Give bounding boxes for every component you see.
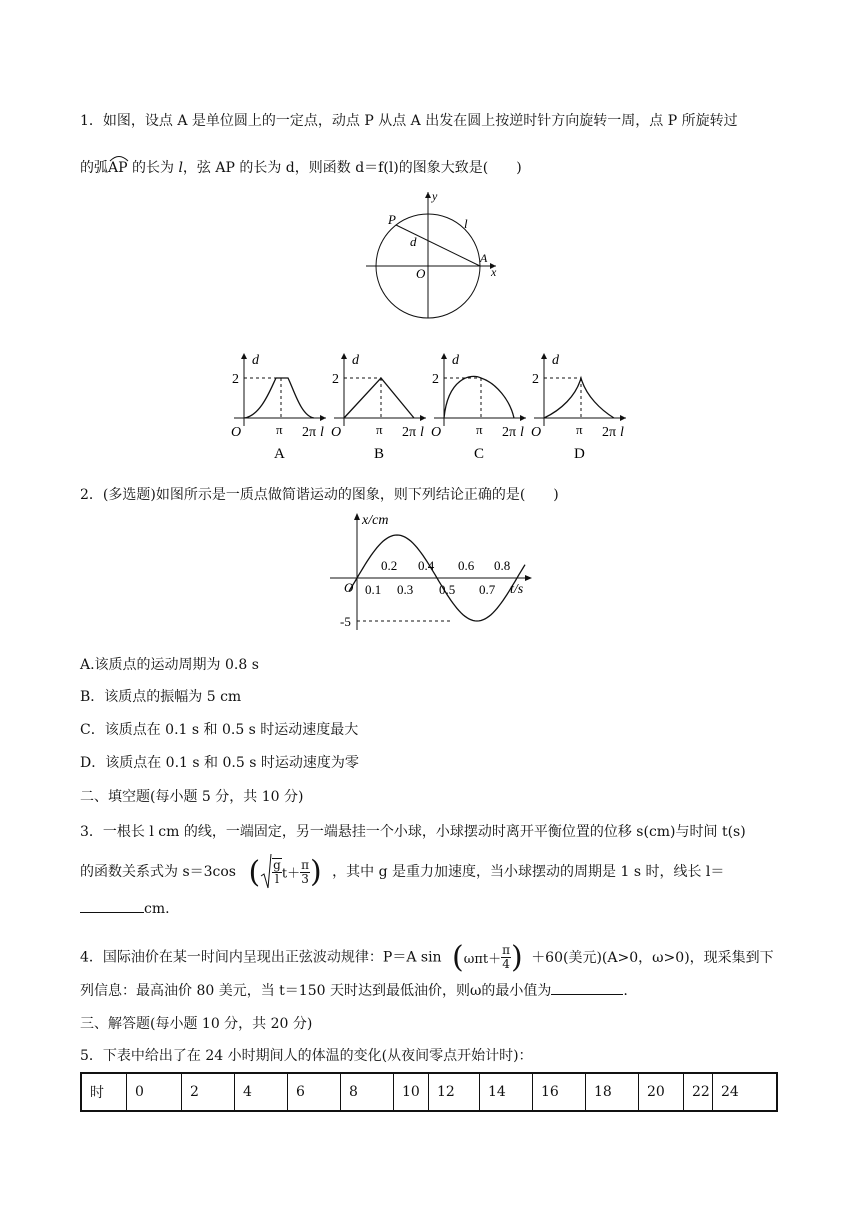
q4-line1-pre: 4．国际油价在某一时间内呈现出正弦波动规律：P＝A sin <box>80 949 442 966</box>
label-A: A <box>480 251 488 265</box>
table-cell: 8 <box>341 1073 394 1111</box>
q1-line1: 1．如图，设点 A 是单位圆上的一定点，动点 P 从点 A 出发在圆上按逆时针方向旋转一周，点 P 所旋转过 <box>80 113 738 129</box>
graph-x-arrow <box>320 415 326 421</box>
graph-label-pi: π <box>276 422 283 437</box>
q4-line2 <box>80 980 628 1000</box>
graph-label-l: l <box>420 425 424 440</box>
option-label: B <box>374 446 385 462</box>
frac-pi: π <box>301 857 309 872</box>
graph-label-2: 2 <box>432 372 439 387</box>
shm-ylabel: x/cm <box>362 513 389 528</box>
frac4-4: 4 <box>502 957 510 971</box>
frac-3: 3 <box>301 871 309 886</box>
q3-line2-pre: 的函数关系式为 s＝3cos <box>80 864 236 880</box>
q1-line2-post: ，弦 AP 的长为 d，则函数 d＝f(l)的图象大致是( ) <box>182 160 522 176</box>
q4-line2-end: . <box>623 983 628 999</box>
q1-line2-pre: 的弧 <box>80 160 108 176</box>
q4-omega: ωπt＋ <box>463 952 502 967</box>
graph-curve <box>544 378 614 418</box>
graph-label-d: d <box>552 353 559 368</box>
arc-label-text: AP <box>108 160 128 176</box>
option-graph-A <box>231 353 326 462</box>
q4-line1-post: ＋60(美元)(A>0，ω>0)，现采集到下 <box>531 949 774 966</box>
graph-x-arrow <box>420 415 426 421</box>
tick-0.2: 0.2 <box>381 558 398 573</box>
q3-line2 <box>80 852 724 892</box>
graph-x-arrow <box>520 415 526 421</box>
q3-line1: 3．一根长 l cm 的线，一端固定，另一端悬挂一个小球，小球摆动时离开平衡位置的位移 s(cm)与时间 t(s) <box>80 824 746 840</box>
q4-paren-right: ) <box>511 940 523 975</box>
table-cell: 20 <box>639 1073 684 1111</box>
graph-x-arrow <box>620 415 626 421</box>
option-label: A <box>274 446 285 462</box>
shm-graph <box>320 508 540 636</box>
tick-0.1: 0.1 <box>365 582 382 597</box>
q3-t-plus: t＋ <box>281 866 301 882</box>
graph-label-O: O <box>431 425 442 440</box>
chord-PA <box>396 225 480 266</box>
table-row <box>81 1073 777 1111</box>
tick-0.7: 0.7 <box>479 582 496 597</box>
q4-line2-text: 列信息：最高油价 80 美元，当 t＝150 天时达到最低油价，则ω的最小值为 <box>80 983 552 999</box>
table-cell: 10 <box>394 1073 429 1111</box>
graph-curve <box>244 378 314 418</box>
q2-stem: 2．(多选题)如图所示是一质点做简谐运动的图象，则下列结论正确的是( ) <box>80 487 559 503</box>
q1-line2 <box>80 157 522 177</box>
graph-y-arrow <box>241 353 247 359</box>
tick-0.4: 0.4 <box>418 558 435 573</box>
graph-label-O: O <box>231 425 242 440</box>
tick-0.5: 0.5 <box>439 582 456 597</box>
graph-label-pi: π <box>576 422 583 437</box>
option-graph-D <box>531 353 626 462</box>
shm-xlabel: t/s <box>510 582 524 597</box>
q1-l-var: l <box>178 160 183 176</box>
q4-answer-blank[interactable] <box>551 994 623 995</box>
q3-paren-left: ( <box>248 854 261 890</box>
y-arrow <box>425 192 431 198</box>
table-cell: 24 <box>713 1073 778 1111</box>
graph-label-2: 2 <box>332 372 339 387</box>
graph-label-d: d <box>352 353 359 368</box>
q1-line2-mid: 的长为 <box>127 160 179 176</box>
graph-label-O: O <box>331 425 342 440</box>
shm-origin: O <box>344 580 354 595</box>
graph-label-2: 2 <box>532 372 539 387</box>
graph-label-2pi: 2π <box>302 425 317 440</box>
q3-answer-blank[interactable] <box>80 912 144 913</box>
option-graph-C <box>431 353 526 462</box>
sqrt-sign <box>260 852 272 892</box>
arc-mark <box>108 154 130 162</box>
q2-choice-d: D．该质点在 0.1 s 和 0.5 s 时运动速度为零 <box>80 755 359 771</box>
label-y: y <box>432 189 438 203</box>
frac-l: l <box>275 872 279 886</box>
table-cell: 16 <box>533 1073 586 1111</box>
section3-heading: 三、解答题(每小题 10 分，共 20 分) <box>80 1016 313 1032</box>
graph-label-l: l <box>320 425 324 440</box>
graph-label-2: 2 <box>232 372 239 387</box>
graph-y-arrow <box>541 353 547 359</box>
graph-curve <box>444 376 514 418</box>
table-cell: 22 <box>684 1073 713 1111</box>
frac4-pi: π <box>502 943 511 957</box>
graph-label-pi: π <box>376 422 383 437</box>
shm-x-arrow <box>525 575 532 581</box>
table-cell: 6 <box>288 1073 341 1111</box>
graph-label-2pi: 2π <box>502 425 517 440</box>
graph-label-d: d <box>252 353 259 368</box>
label-l: l <box>464 216 468 231</box>
q5-stem: 5．下表中给出了在 24 小时期间人的体温的变化(从夜间零点开始计时)： <box>80 1048 533 1064</box>
q2-choice-b: B．该质点的振幅为 5 cm <box>80 689 242 705</box>
q3-line3-text: cm. <box>144 901 170 917</box>
table-cell: 12 <box>429 1073 480 1111</box>
option-graph-B <box>331 353 426 462</box>
table-cell: 时 <box>81 1073 127 1111</box>
graph-curve <box>344 378 414 418</box>
table-cell: 18 <box>586 1073 639 1111</box>
graph-label-d: d <box>452 353 459 368</box>
table-cell: 2 <box>182 1073 235 1111</box>
graph-y-arrow <box>441 353 447 359</box>
table-cell: 14 <box>480 1073 533 1111</box>
graph-y-arrow <box>341 353 347 359</box>
graph-label-2pi: 2π <box>402 425 417 440</box>
graph-label-l: l <box>520 425 524 440</box>
label-O: O <box>416 266 426 281</box>
graph-label-2pi: 2π <box>602 425 617 440</box>
q2-choice-a: A.该质点的运动周期为 0.8 s <box>80 657 259 673</box>
q3-paren-right: ) <box>309 854 322 890</box>
frac-g: g <box>273 858 281 872</box>
option-label: D <box>574 446 585 462</box>
label-P: P <box>388 212 396 227</box>
q3-line2-post: ，其中 g 是重力加速度，当小球摆动的周期是 1 s 时，线长 l＝ <box>332 864 725 880</box>
frac-pi-over-3 <box>300 859 310 886</box>
label-d: d <box>410 234 417 249</box>
table-cell: 0 <box>127 1073 182 1111</box>
tick-0.3: 0.3 <box>397 582 414 597</box>
graph-label-pi: π <box>476 422 483 437</box>
label-x: x <box>491 265 497 279</box>
q4-paren-left: ( <box>452 940 464 975</box>
graph-label-l: l <box>620 425 624 440</box>
shm-y-arrow <box>354 513 360 520</box>
q3-line3 <box>80 901 170 917</box>
q2-choice-c: C．该质点在 0.1 s 和 0.5 s 时运动速度最大 <box>80 722 359 738</box>
frac-pi-over-4 <box>501 944 511 971</box>
graph-label-O: O <box>531 425 542 440</box>
option-graphs <box>226 348 646 466</box>
temperature-table <box>80 1072 778 1112</box>
table-cell: 4 <box>235 1073 288 1111</box>
tick-0.6: 0.6 <box>458 558 475 573</box>
option-label: C <box>474 446 485 462</box>
section2-heading: 二、填空题(每小题 5 分，共 10 分) <box>80 789 304 805</box>
q4-line1 <box>80 940 774 975</box>
arc-label <box>108 160 128 176</box>
shm-neg5: -5 <box>340 614 351 629</box>
tick-0.8: 0.8 <box>494 558 511 573</box>
frac-g-over-l <box>272 858 282 886</box>
unit-circle-figure <box>360 188 510 328</box>
